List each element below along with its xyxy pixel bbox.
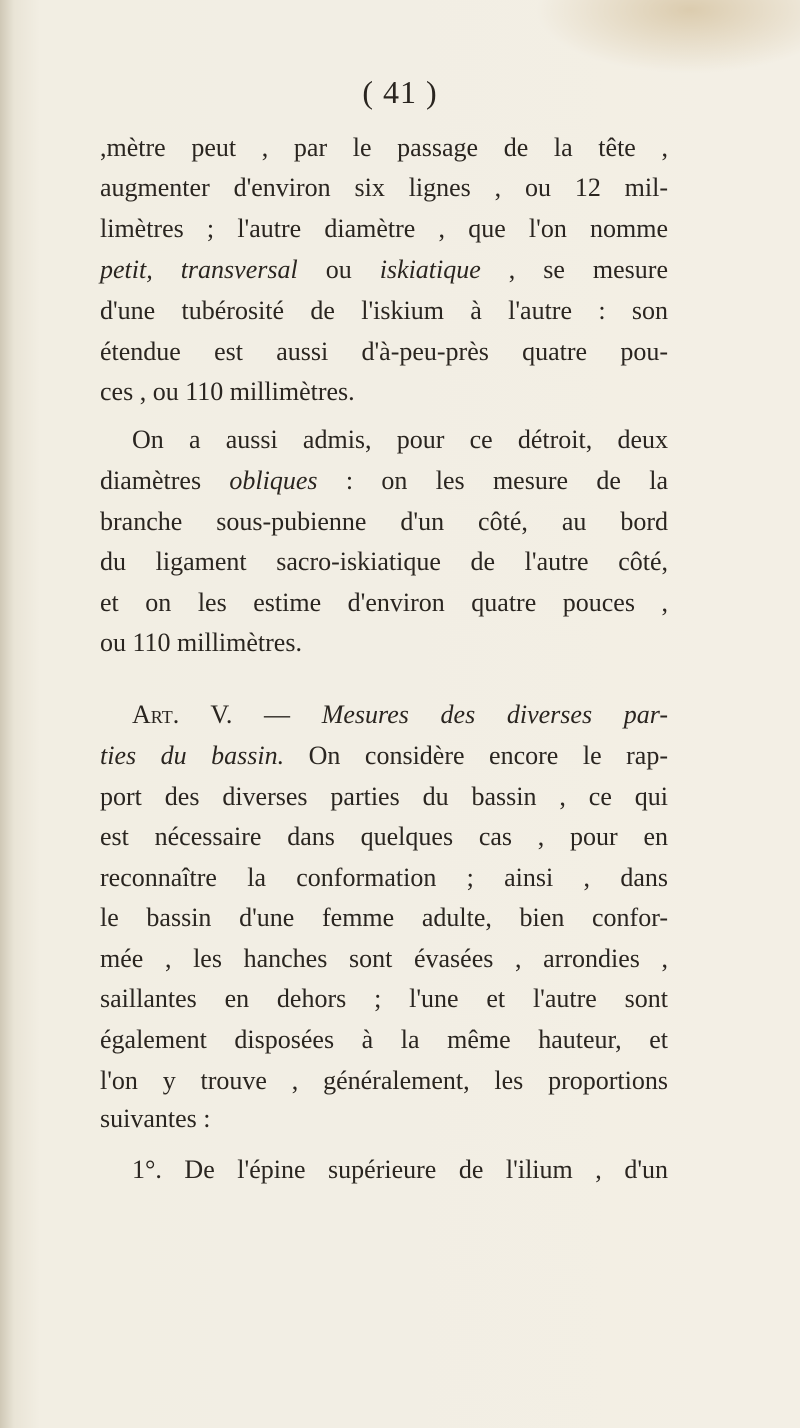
text-line: [132, 1150, 668, 1190]
text-segment: petit, transversal: [100, 255, 298, 284]
text-segment: : on les mesure de la: [317, 466, 668, 495]
text-line: [100, 979, 668, 1019]
text-segment: limètres ; l'autre diamètre , que l'on nomme: [100, 214, 668, 243]
text-line: [100, 817, 668, 857]
text-segment: ,mètre peut , par le passage de la tête ,: [100, 133, 668, 162]
text-segment: ou: [297, 255, 380, 284]
text-line: [100, 250, 668, 290]
text-line: [100, 291, 668, 331]
text-segment: étendue est aussi d'à-peu-près quatre pou-: [100, 337, 668, 366]
text-segment: est nécessaire dans quelques cas , pour en: [100, 822, 668, 851]
text-line: [100, 372, 668, 412]
text-segment: et on les estime d'environ quatre pouces ,: [100, 588, 668, 617]
text-line: [100, 736, 668, 776]
text-line: [100, 542, 668, 582]
text-segment: Mesures des diverses par-: [321, 700, 669, 729]
text-segment: saillantes en dehors ; l'une et l'autre sont: [100, 984, 668, 1013]
text-segment: On a aussi admis, pour ce détroit, deux: [132, 425, 668, 454]
text-segment: port des diverses parties du bassin , ce qui: [100, 782, 668, 811]
text-segment: augmenter d'environ six lignes , ou 12 mil-: [100, 173, 668, 202]
text-line: [100, 939, 668, 979]
text-segment: On considère encore le rap-: [284, 741, 668, 770]
text-segment: —: [232, 700, 322, 729]
text-segment: ou 110 millimètres.: [100, 628, 302, 657]
text-segment: ties du bassin.: [100, 741, 285, 770]
text-segment: obliques: [229, 466, 318, 495]
text-line: [100, 128, 668, 168]
text-segment: l'on y trouve , généralement, les proportions: [100, 1066, 668, 1095]
text-segment: du ligament sacro-iskiatique de l'autre côté,: [100, 547, 668, 576]
text-line: [100, 777, 668, 817]
text-line: [100, 583, 668, 623]
text-line: [100, 1061, 668, 1101]
text-segment: ces , ou 110 millimètres.: [100, 377, 355, 406]
text-line: [100, 209, 668, 249]
text-line: [100, 502, 668, 542]
text-segment: 1°. De l'épine supérieure de l'ilium , d'un: [132, 1155, 668, 1184]
text-segment: diamètres: [100, 466, 230, 495]
text-line: [100, 858, 668, 898]
text-line: [100, 898, 668, 938]
text-line: [100, 1020, 668, 1060]
text-segment: mée , les hanches sont évasées , arrondies ,: [100, 944, 668, 973]
text-segment: reconnaître la conformation ; ainsi , dans: [100, 863, 668, 892]
text-segment: , se mesure: [480, 255, 668, 284]
text-line: [100, 168, 668, 208]
text-segment: branche sous-pubienne d'un côté, au bord: [100, 507, 668, 536]
text-line: [100, 623, 668, 663]
text-line: [100, 1099, 668, 1139]
text-segment: également disposées à la même hauteur, et: [100, 1025, 668, 1054]
text-segment: suivantes :: [100, 1104, 211, 1133]
text-segment: Art. V.: [132, 700, 233, 729]
text-line: [132, 695, 668, 735]
text-segment: le bassin d'une femme adulte, bien confor-: [100, 903, 668, 932]
text-line: [100, 332, 668, 372]
text-segment: iskiatique: [379, 255, 481, 284]
page-number: ( 41 ): [362, 74, 438, 110]
text-segment: d'une tubérosité de l'iskium à l'autre : son: [100, 296, 668, 325]
text-line: [132, 420, 668, 460]
text-line: [100, 461, 668, 501]
